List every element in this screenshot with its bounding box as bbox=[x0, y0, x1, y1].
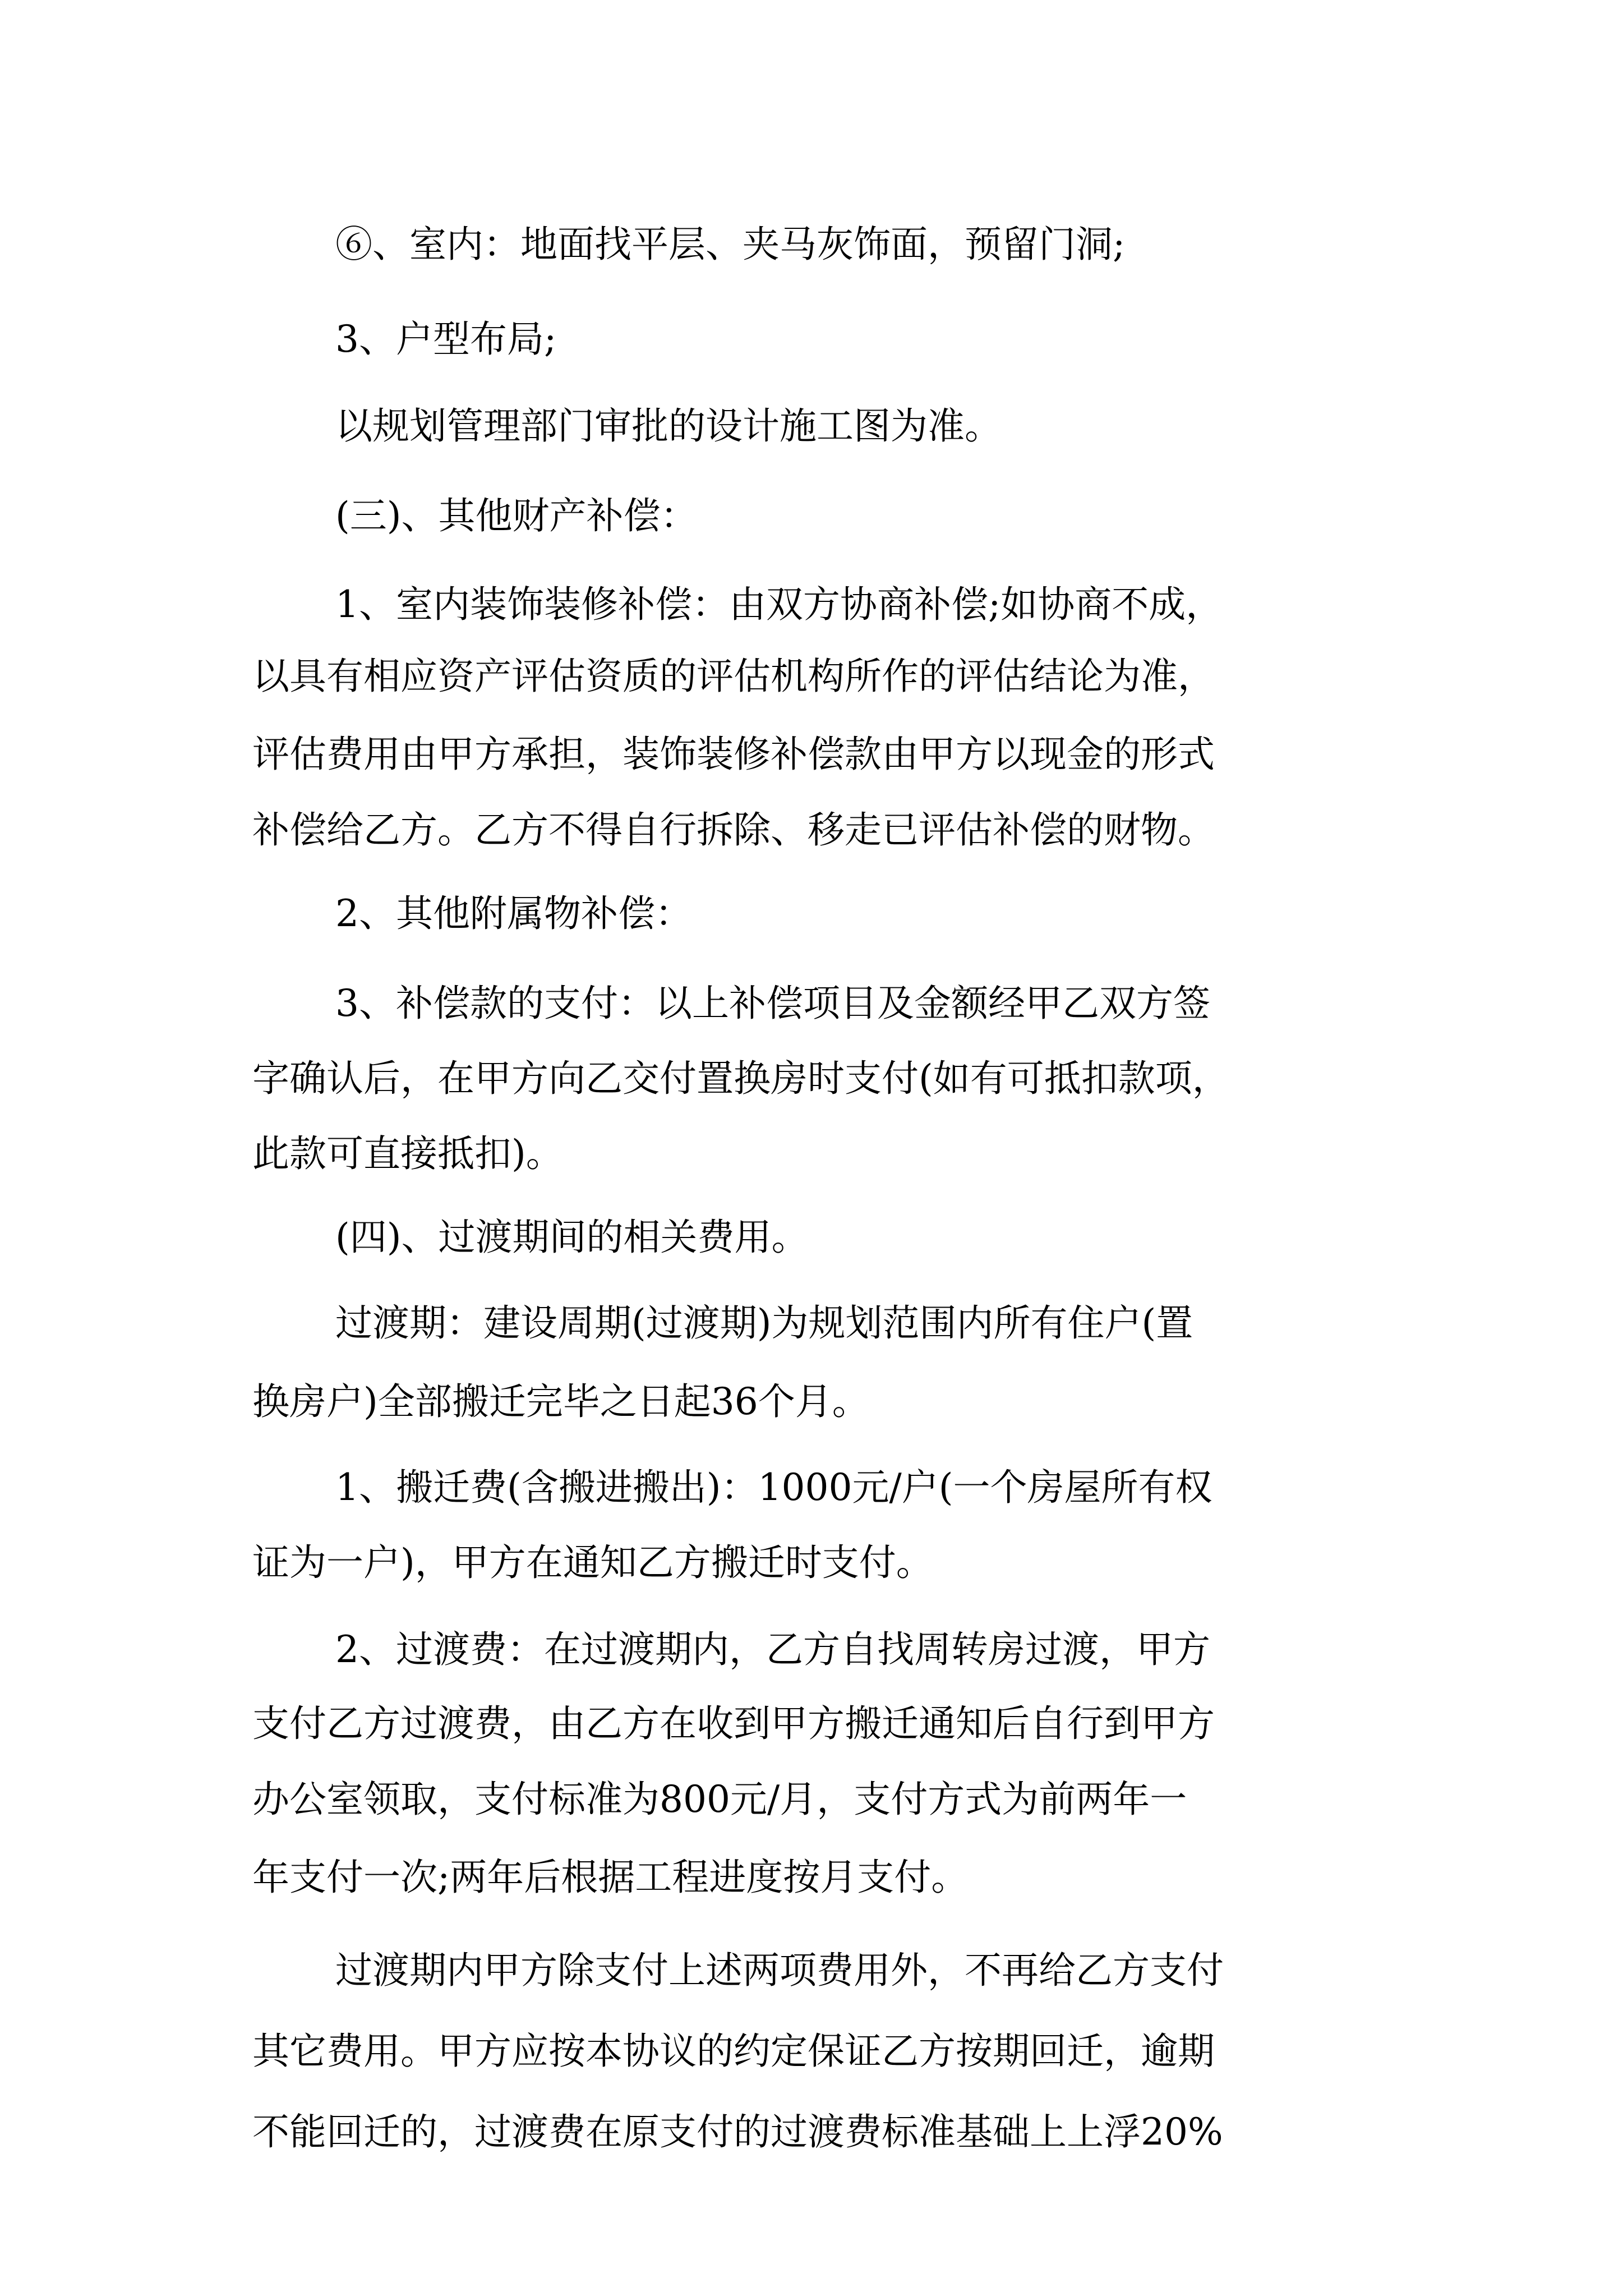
text-line: 3、补偿款的支付：以上补偿项目及金额经甲乙双方签 bbox=[335, 982, 1210, 1025]
text-line: 补偿给乙方。乙方不得自行拆除、移走已评估补偿的财物。 bbox=[252, 808, 1215, 852]
text-line: (四)、过渡期间的相关费用。 bbox=[335, 1216, 809, 1259]
text-line: 其它费用。甲方应按本协议的约定保证乙方按期回迁，逾期 bbox=[252, 2030, 1215, 2073]
text-line: 此款可直接抵扣)。 bbox=[252, 1132, 563, 1175]
text-line: 年支付一次;两年后根据工程进度按月支付。 bbox=[252, 1856, 969, 1899]
text-line: 字确认后，在甲方向乙交付置换房时支付(如有可抵扣款项， bbox=[252, 1057, 1229, 1100]
text-line: 过渡期内甲方除支付上述两项费用外，不再给乙方支付 bbox=[335, 1949, 1224, 1992]
text-line: 支付乙方过渡费，由乙方在收到甲方搬迁通知后自行到甲方 bbox=[252, 1702, 1215, 1745]
text-line: ⑥、室内：地面找平层、夹马灰饰面，预留门洞; bbox=[335, 223, 1126, 266]
text-line: 1、室内装饰装修补偿：由双方协商补偿;如协商不成， bbox=[335, 583, 1223, 626]
text-line: 不能回迁的，过渡费在原支付的过渡费标准基础上上浮20% bbox=[252, 2110, 1223, 2154]
text-line: 过渡期：建设周期(过渡期)为规划范围内所有住户(置 bbox=[335, 1301, 1193, 1345]
text-line: 证为一户)，甲方在通知乙方搬迁时支付。 bbox=[252, 1541, 933, 1584]
text-line: 换房户)全部搬迁完毕之日起36个月。 bbox=[252, 1380, 869, 1423]
text-line: (三)、其他财产补偿： bbox=[335, 494, 698, 537]
text-line: 办公室领取，支付标准为800元/月，支付方式为前两年一 bbox=[252, 1778, 1187, 1821]
text-line: 以规划管理部门审批的设计施工图为准。 bbox=[335, 404, 1002, 448]
text-line: 评估费用由甲方承担，装饰装修补偿款由甲方以现金的形式 bbox=[252, 733, 1215, 776]
text-line: 2、过渡费：在过渡期内，乙方自找周转房过渡，甲方 bbox=[335, 1628, 1210, 1671]
text-line: 3、户型布局; bbox=[335, 318, 557, 361]
text-line: 1、搬迁费(含搬进搬出)：1000元/户(一个房屋所有权 bbox=[335, 1466, 1212, 1509]
text-line: 以具有相应资产评估资质的评估机构所作的评估结论为准， bbox=[252, 655, 1215, 698]
text-line: 2、其他附属物补偿： bbox=[335, 892, 692, 935]
